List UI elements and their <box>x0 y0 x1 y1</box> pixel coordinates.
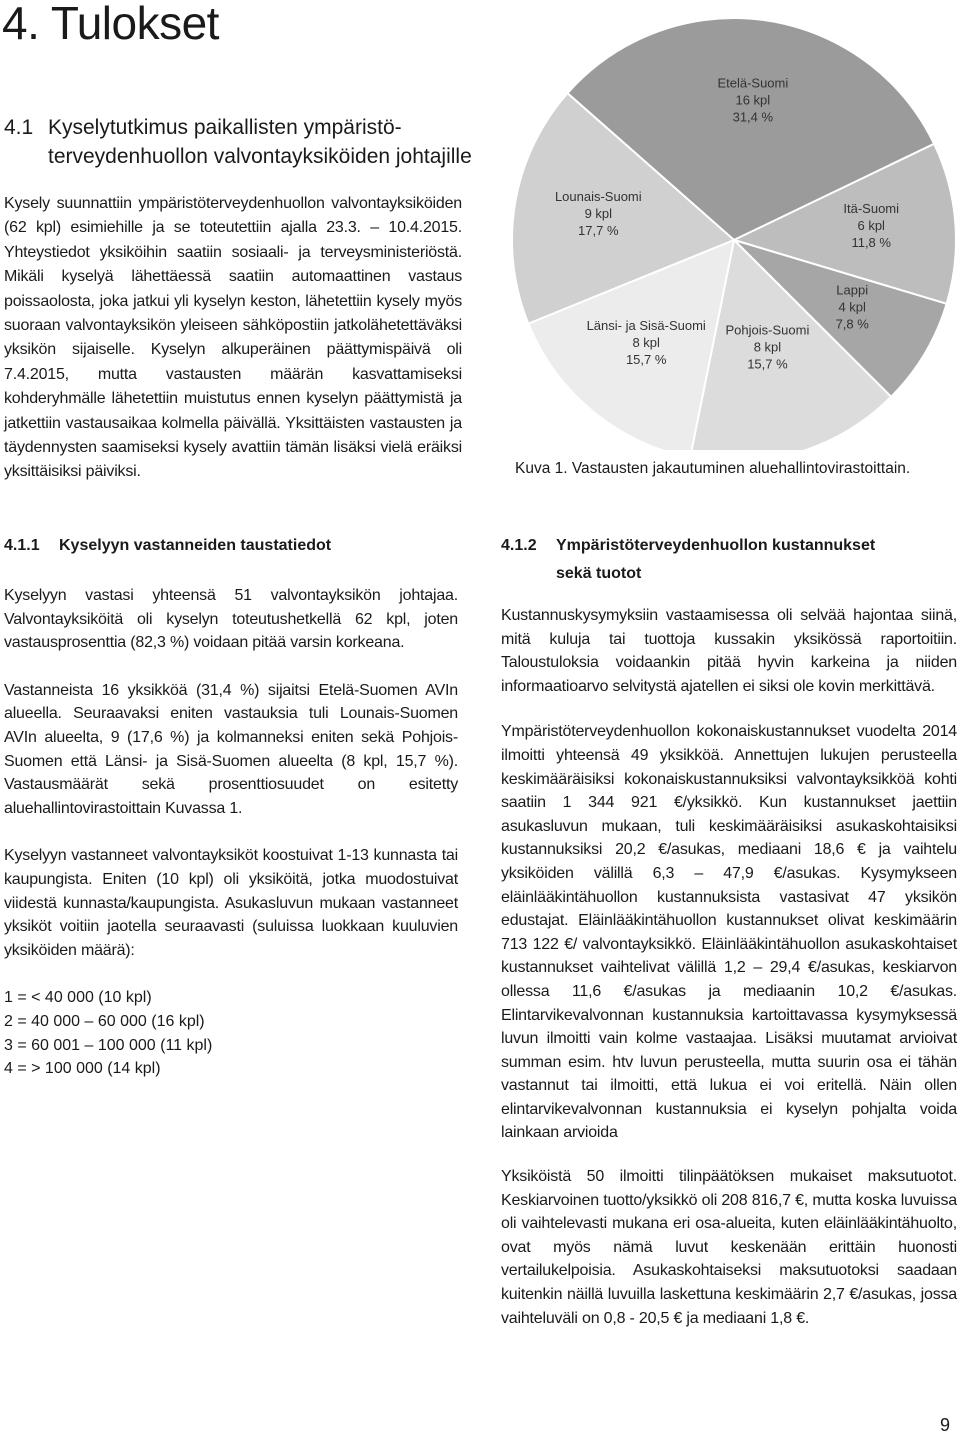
section-number: 4.1 <box>4 116 34 139</box>
pie-label: Etelä-Suomi 16 kpl 31,4 % <box>717 75 789 125</box>
paragraph: Kustannuskysymyksiin vastaamisessa oli selvää hajontaa siinä, mitä kuluja tai tuottoja kussakin yksikössä raportoitiin. Taloustuloksia voidaankin pitää hyvin karkeina ja niiden informaatioarvo selvitystä ajatellen ei siksi ole kovin merkittävä. <box>501 607 957 695</box>
pie-label: Itä-Suomi 6 kpl 11,8 % <box>843 201 900 251</box>
pie-label: Länsi- ja Sisä-Suomi 8 kpl 15,7 % <box>586 317 706 367</box>
subsection-title: Kyselyyn vastanneiden taustatiedot <box>59 537 332 554</box>
subsection-title-line1: Ympäristöterveydenhuollon kustannukset <box>556 537 876 554</box>
pie-label: Lappi 4 kpl 7,8 % <box>835 282 869 332</box>
intro-paragraph: Kysely suunnattiin ympäristöterveydenhuollon valvontayksiköiden (62 kpl) esimiehille ja se toteutettiin ajalla 23.3. – 10.4.2015. Yhteystiedot yksiköihin saatiin sosiaali- ja terveysministeriöstä. Mikäli kyselyä lähettäessä saatiin automaattinen vastaus poissaolosta, joka jatkui yli kyselyn keston, lähetettiin kysely myös suoraan valvontayksikön yleiseen sähköpostiin jatkolähetettäväksi yksikön sijaiselle. Kyselyn alkuperäinen päättymispäivä oli 7.4.2015, mutta vastausten määrän kasvattamiseksi kohderyhmälle lähetettiin muistutus ennen kyselyn päättymistä ja jatkettiin vastausaikaa kolmella päivällä. Yksittäisten vastausten ja täydennysten saamiseksi kysely avattiin tämän lisäksi vielä eräiksi yksittäisiksi päiviksi. <box>4 195 462 481</box>
page-number: 9 <box>939 1415 950 1435</box>
paragraph: Yksiköistä 50 ilmoitti tilinpäätöksen mukaiset maksutuotot. Keskiarvoinen tuotto/yksikkö oli 208 816,7 €, mutta koska luvuissa oli vaihtelevasti mukana eri osa-alueita, kuten eläinlääkintähuolto, ovat myös nämä luvut keskenään erittäin huonosti vertailukelpoisia. Asukaskohtaiseksi maksutuotoksi saadaan kuitenkin näillä luvuilla laskettuna keskimäärin 2,7 €/asukas, jossa vaihteluväli on 0,8 - 20,5 € ja mediaani 1,8 €. <box>501 1168 957 1327</box>
figure-caption: Kuva 1. Vastausten jakautuminen aluehallintovirastoittain. <box>515 460 911 477</box>
scale-item: 3 = 60 001 – 100 000 (11 kpl) <box>4 1036 213 1054</box>
subsection-heading-4-1-2 <box>501 532 957 588</box>
subsection-heading-4-1-1 <box>4 532 458 560</box>
chapter-title: 4. Tulokset <box>2 0 219 49</box>
pie-chart <box>505 0 960 450</box>
pie-label: Lounais-Suomi 9 kpl 17,7 % <box>554 188 642 238</box>
paragraph: Kyselyyn vastanneet valvontayksiköt koostuivat 1-13 kunnasta tai kaupungista. Eniten (10 kpl) oli yksiköitä, jotka muodostuivat viidestä kunnasta/kaupungista. Asukasluvun mukaan vastanneet yksiköt voitiin jaotella seuraavasti (suluissa luokkaan kuuluvien yksiköiden määrä): <box>4 847 458 959</box>
paragraph: Kyselyyn vastasi yhteensä 51 valvontayksikön johtajaa. Valvontayksiköitä oli kyselyn toteutushetkellä 62 kpl, joten vastausprosenttia (82,3 %) voidaan pitää varsin korkeana. <box>4 587 458 652</box>
section-heading <box>4 113 474 171</box>
pie-label: Pohjois-Suomi 8 kpl 15,7 % <box>725 322 810 372</box>
scale-item: 2 = 40 000 – 60 000 (16 kpl) <box>4 1012 205 1030</box>
subsection-number: 4.1.1 <box>4 537 40 554</box>
subsection-number: 4.1.2 <box>501 537 537 554</box>
paragraph: Vastanneista 16 yksikköä (31,4 %) sijaitsi Etelä-Suomen AVIn alueella. Seuraavaksi eniten vastauksia tuli Lounais-Suomen AVIn alueelta, 9 (17,6 %) ja kolmanneksi eniten sekä Pohjois-Suomen että Länsi- ja Sisä-Suomen alueelta (8 kpl, 15,7 %). Vastausmäärät sekä prosenttiosuudet on esitetty aluehallintovirastoittain Kuvassa 1. <box>4 681 458 817</box>
subsection-title-line2: sekä tuotot <box>556 565 642 582</box>
section-title-line1: Kyselytutkimus paikallisten ympäristö- <box>48 116 402 139</box>
paragraph: Ympäristöterveydenhuollon kokonaiskustannukset vuodelta 2014 ilmoitti yhteensä 49 yksikköä. Annettujen lukujen perusteella keskimääräisiksi kokonaiskustannuksiksi valvontayksikköä kohti saatiin 1 344 921 €/yksikkö. Kun kustannukset jaettiin asukasluvun mukaan, tuli keskimääräisiksi asukaskohtaisiksi kustannuksiksi 20,2 €/asukas, mediaani 18,6 € ja vaihtelu yksiköiden välillä 6,3 – 47,9 €/asukas. Kysymykseen eläinlääkintähuollon kustannuksista vastasivat 47 yksikön edustajat. Eläinlääkintähuollon kustannukset olivat keskimäärin 713 122 €/ valvontayksikkö. Eläinlääkintähuollon asukaskohtaiset kustannukset vaihtelivat välillä 1,2 – 29,4 €/asukas, keskiarvon ollessa 11,6 €/asukas ja mediaanin 10,2 €/asukas. Elintarvikevalvonnan kustannuksia kartoittavassa kysymyksessä luvun ilmoitti vain kolme vastaajaa. Lisäksi muutamat arvioivat summan esim. htv luvun perusteella, mutta suurin osa ei tähän vastannut tai ilmoitti, että lukua ei voi eritellä. Näin ollen elintarvikevalvonnan kustannuksia ei kyselyn pohjalta voida lainkaan arvioida <box>501 723 957 1142</box>
section-title-line2: terveydenhuollon valvontayksiköiden johtajille <box>48 145 472 168</box>
scale-item: 1 = < 40 000 (10 kpl) <box>4 989 152 1007</box>
left-column <box>4 532 458 1081</box>
scale-item: 4 = > 100 000 (14 kpl) <box>4 1060 161 1078</box>
right-column <box>501 532 957 1330</box>
